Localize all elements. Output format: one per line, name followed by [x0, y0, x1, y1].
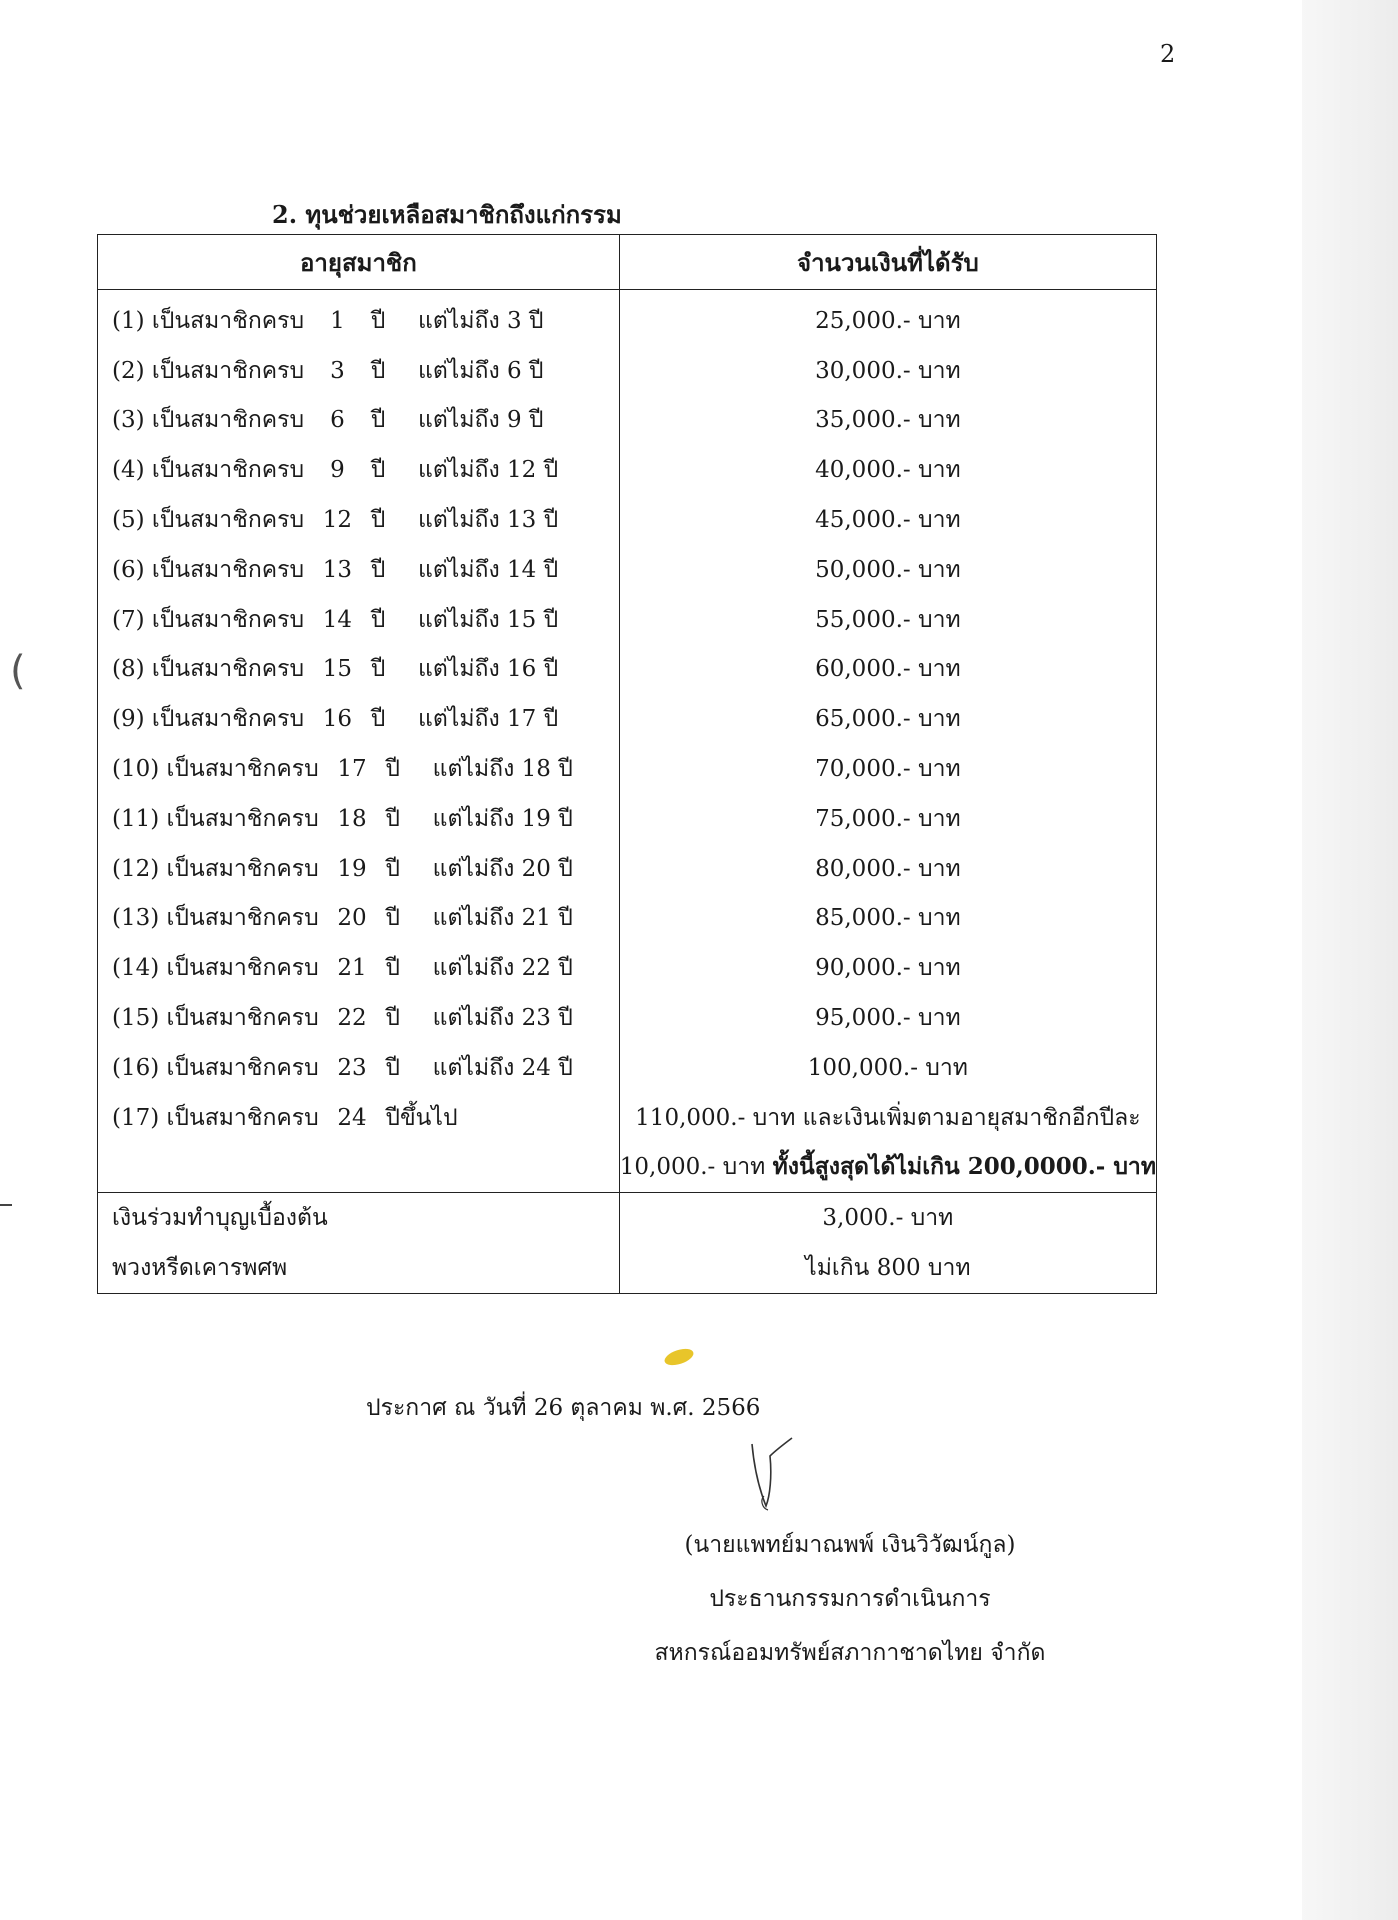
row-until: แต่ไม่ถึง 15 ปี [418, 606, 559, 633]
row-index: (7) [112, 606, 145, 633]
table-row [98, 445, 1157, 495]
row-unit: ปี [370, 556, 386, 583]
row-unit: ปี [370, 407, 386, 434]
extra-amount: 3,000.- บาท [619, 1193, 1156, 1243]
row-from-years: 18 [337, 805, 367, 832]
row-until: แต่ไม่ถึง 3 ปี [418, 307, 544, 334]
row-label: เป็นสมาชิกครบ [151, 457, 305, 484]
age-cell [98, 495, 620, 545]
row-from-years: 3 [330, 357, 345, 384]
amount-cell: 80,000.- บาท [619, 844, 1156, 894]
row-label: เป็นสมาชิกครบ [166, 905, 319, 932]
table-row [98, 545, 1157, 595]
row-index: (9) [112, 706, 145, 733]
row-from-years: 19 [337, 855, 367, 882]
row-index: (15) [112, 1005, 160, 1032]
age-cell-empty [98, 1143, 620, 1193]
row-unit: ปี [370, 706, 386, 733]
row-unit: ปี [385, 955, 400, 982]
row-unit: ปี [370, 656, 386, 683]
signatory-organization: สหกรณ์ออมทรัพย์สภากาชาดไทย จำกัด [654, 1640, 1046, 1666]
row-label: เป็นสมาชิกครบ [166, 1054, 319, 1081]
age-cell [98, 396, 620, 446]
row-index: (2) [112, 357, 145, 384]
table-row [98, 943, 1157, 993]
amount-cell: 65,000.- บาท [619, 694, 1156, 744]
row-until: แต่ไม่ถึง 21 ปี [432, 905, 573, 932]
table-row [98, 396, 1157, 446]
page-number: 2 [1160, 40, 1176, 68]
row-label: เป็นสมาชิกครบ [166, 805, 319, 832]
scan-page-edge [1302, 0, 1398, 1920]
row-index: (3) [112, 407, 145, 434]
row-label: เป็นสมาชิกครบ [166, 756, 319, 783]
table-row [98, 794, 1157, 844]
row-label: เป็นสมาชิกครบ [166, 1104, 319, 1131]
row-until: แต่ไม่ถึง 9 ปี [418, 407, 544, 434]
row-unit: ปี [385, 905, 400, 932]
row-unit: ปี [385, 1054, 400, 1081]
amount-max-note: ทั้งนี้สูงสุดได้ไม่เกิน 200,0000.- บาท [772, 1153, 1156, 1181]
table-row [98, 290, 1157, 346]
table-row [98, 1093, 1157, 1143]
amount-cell: 95,000.- บาท [619, 993, 1156, 1043]
extra-row [98, 1193, 1157, 1243]
row-unit: ปี [385, 756, 400, 783]
signatory-position: ประธานกรรมการดำเนินการ [709, 1586, 991, 1612]
row-index: (17) [112, 1104, 160, 1131]
row-index: (5) [112, 507, 145, 534]
amount-cell: 50,000.- บาท [619, 545, 1156, 595]
age-cell [98, 346, 620, 396]
row-unit: ปี [370, 307, 386, 334]
row-index: (16) [112, 1054, 160, 1081]
row-from-years: 16 [322, 706, 353, 733]
row-label: เป็นสมาชิกครบ [151, 606, 305, 633]
table-row [98, 495, 1157, 545]
row-label: เป็นสมาชิกครบ [151, 507, 305, 534]
row-index: (6) [112, 556, 145, 583]
row-until: แต่ไม่ถึง 6 ปี [418, 357, 544, 384]
age-cell [98, 694, 620, 744]
extra-label: พวงหรีดเคารพศพ [98, 1243, 620, 1293]
row-from-years: 1 [330, 307, 345, 334]
row-until: แต่ไม่ถึง 24 ปี [432, 1054, 573, 1081]
table-row [98, 645, 1157, 695]
announcement-date: ประกาศ ณ วันที่ 26 ตุลาคม พ.ศ. 2566 [366, 1395, 761, 1421]
row-unit: ปี [370, 357, 386, 384]
amount-cell: 100,000.- บาท [619, 1043, 1156, 1093]
table-row [98, 595, 1157, 645]
age-cell [98, 1093, 620, 1143]
age-cell [98, 894, 620, 944]
row-index: (14) [112, 955, 160, 982]
age-cell [98, 645, 620, 695]
row-index: (11) [112, 805, 160, 832]
scan-margin-dash [0, 1204, 12, 1206]
age-cell [98, 545, 620, 595]
amount-cell: 45,000.- บาท [619, 495, 1156, 545]
row-label: เป็นสมาชิกครบ [151, 357, 305, 384]
age-cell [98, 595, 620, 645]
row-until: แต่ไม่ถึง 22 ปี [432, 955, 573, 982]
amount-cell: 55,000.- บาท [619, 595, 1156, 645]
age-cell [98, 794, 620, 844]
row-from-years: 12 [322, 507, 353, 534]
row-from-years: 14 [322, 606, 353, 633]
section-title: 2. ทุนช่วยเหลือสมาชิกถึงแก่กรรม [272, 200, 622, 229]
row-from-years: 21 [337, 955, 367, 982]
age-cell [98, 943, 620, 993]
row-until: แต่ไม่ถึง 14 ปี [418, 556, 559, 583]
row-label: เป็นสมาชิกครบ [151, 656, 305, 683]
amount-cell: 85,000.- บาท [619, 894, 1156, 944]
row-index: (4) [112, 457, 145, 484]
row-unit: ปีขึ้นไป [385, 1104, 458, 1131]
table-row [98, 744, 1157, 794]
row-unit: ปี [385, 855, 400, 882]
signatory-block [560, 1518, 1140, 1680]
table-header-row [98, 235, 1157, 290]
row-index: (12) [112, 855, 160, 882]
row-from-years: 15 [322, 656, 353, 683]
row-until: แต่ไม่ถึง 13 ปี [418, 507, 559, 534]
row-from-years: 17 [337, 756, 367, 783]
table-row [98, 844, 1157, 894]
signatory-name: (นายแพทย์มาณพพ์ เงินวิวัฒน์กูล) [684, 1532, 1016, 1558]
amount-cell: 40,000.- บาท [619, 445, 1156, 495]
row-label: เป็นสมาชิกครบ [151, 556, 305, 583]
amount-cell: 70,000.- บาท [619, 744, 1156, 794]
row-until: แต่ไม่ถึง 20 ปี [432, 855, 573, 882]
benefit-table [97, 234, 1157, 1294]
row-from-years: 20 [337, 905, 367, 932]
row-from-years: 24 [337, 1104, 367, 1131]
age-cell [98, 1043, 620, 1093]
row-from-years: 23 [337, 1054, 367, 1081]
row-from-years: 22 [337, 1005, 367, 1032]
row-from-years: 13 [322, 556, 353, 583]
header-amount: จำนวนเงินที่ได้รับ [619, 235, 1156, 290]
row-until: แต่ไม่ถึง 19 ปี [432, 805, 573, 832]
table-row [98, 1143, 1157, 1193]
amount-cell: 110,000.- บาท และเงินเพิ่มตามอายุสมาชิกอีกปีละ [619, 1093, 1156, 1143]
row-label: เป็นสมาชิกครบ [166, 855, 319, 882]
row-index: (13) [112, 905, 160, 932]
row-until: แต่ไม่ถึง 18 ปี [432, 756, 573, 783]
row-label: เป็นสมาชิกครบ [151, 307, 305, 334]
amount-cell-max [619, 1143, 1156, 1193]
header-member-age: อายุสมาชิก [98, 235, 620, 290]
row-until: แต่ไม่ถึง 16 ปี [418, 656, 559, 683]
extra-label: เงินร่วมทำบุญเบื้องต้น [98, 1193, 620, 1243]
table-row [98, 1043, 1157, 1093]
row-label: เป็นสมาชิกครบ [166, 955, 319, 982]
row-label: เป็นสมาชิกครบ [151, 706, 305, 733]
row-label: เป็นสมาชิกครบ [166, 1005, 319, 1032]
age-cell [98, 445, 620, 495]
row-unit: ปี [370, 457, 386, 484]
age-cell [98, 290, 620, 346]
table-row [98, 694, 1157, 744]
table-row [98, 993, 1157, 1043]
row-until: แต่ไม่ถึง 12 ปี [418, 457, 559, 484]
row-label: เป็นสมาชิกครบ [151, 407, 305, 434]
amount-cell: 60,000.- บาท [619, 645, 1156, 695]
row-index: (10) [112, 756, 160, 783]
scan-margin-mark: ( [10, 648, 26, 694]
amount-cell: 35,000.- บาท [619, 396, 1156, 446]
extra-amount: ไม่เกิน 800 บาท [619, 1243, 1156, 1293]
amount-cell: 90,000.- บาท [619, 943, 1156, 993]
row-unit: ปี [370, 507, 386, 534]
row-unit: ปี [385, 805, 400, 832]
amount-cell: 75,000.- บาท [619, 794, 1156, 844]
age-cell [98, 993, 620, 1043]
ink-stain [663, 1346, 696, 1369]
row-index: (1) [112, 307, 145, 334]
row-until: แต่ไม่ถึง 23 ปี [432, 1005, 573, 1032]
row-from-years: 9 [330, 457, 345, 484]
extra-row [98, 1243, 1157, 1293]
row-index: (8) [112, 656, 145, 683]
age-cell [98, 844, 620, 894]
row-unit: ปี [370, 606, 386, 633]
amount-cell: 25,000.- บาท [619, 290, 1156, 346]
amount-plain: 10,000.- บาท [619, 1154, 766, 1181]
amount-cell: 30,000.- บาท [619, 346, 1156, 396]
row-until: แต่ไม่ถึง 17 ปี [418, 706, 559, 733]
handwritten-signature [740, 1436, 800, 1516]
row-unit: ปี [385, 1005, 400, 1032]
table-row [98, 346, 1157, 396]
row-from-years: 6 [330, 407, 345, 434]
table-row [98, 894, 1157, 944]
age-cell [98, 744, 620, 794]
